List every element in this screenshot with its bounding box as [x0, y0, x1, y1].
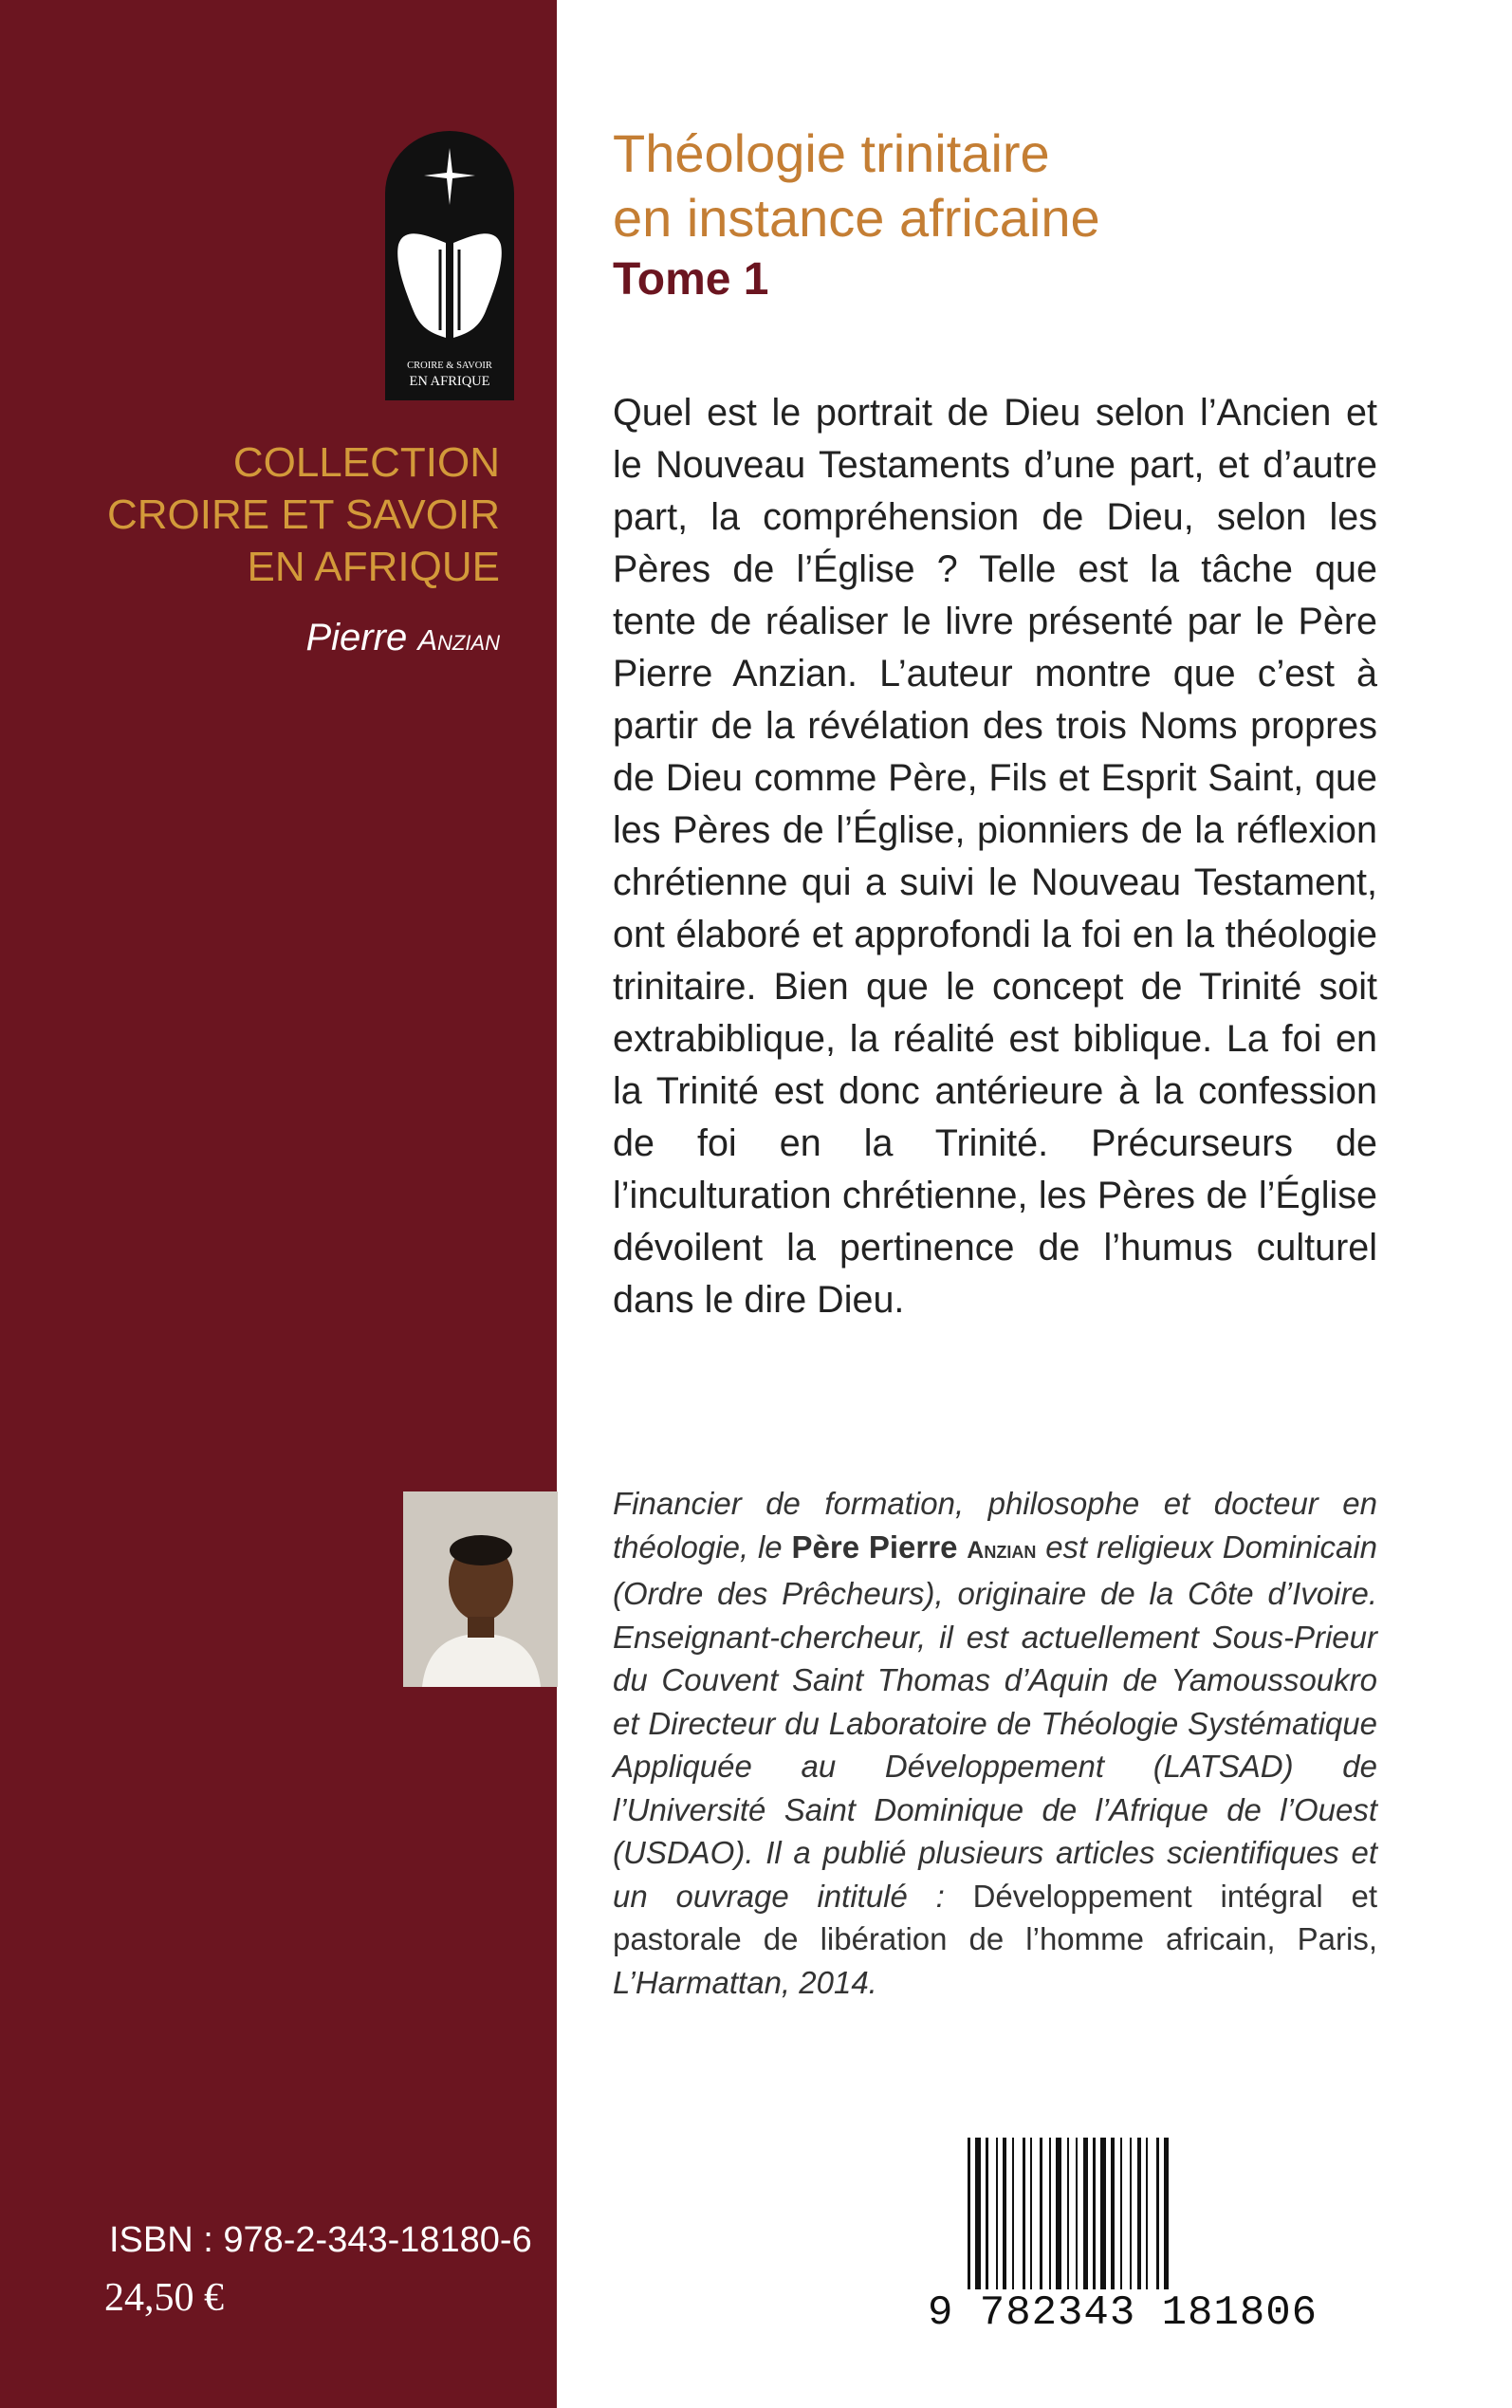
book-title [613, 121, 1100, 250]
bio-name-first: Père Pierre [791, 1528, 958, 1565]
author-photo [403, 1491, 558, 1687]
author-first-name: Pierre [305, 617, 408, 658]
barcode-bar [975, 2138, 981, 2308]
barcode-digits: 9 782343 181806 [928, 2289, 1318, 2337]
title-line-1: Théologie trinitaire [613, 123, 1050, 183]
author-last-name: Anzian [417, 623, 500, 657]
svg-text:CROIRE & SAVOIR: CROIRE & SAVOIR [407, 361, 492, 371]
barcode-bar [1130, 2138, 1132, 2308]
author-portrait-icon [403, 1491, 558, 1687]
barcode-bar [1111, 2138, 1115, 2308]
bio-part-1: Financier de formation, philosophe et docteur en théologie, le [613, 1486, 1377, 1565]
barcode-bar [1093, 2138, 1096, 2308]
tome-label: Tome 1 [613, 254, 769, 305]
barcode-bar [1023, 2138, 1025, 2308]
svg-text:EN AFRIQUE: EN AFRIQUE [409, 374, 490, 389]
barcode-bar [1100, 2138, 1106, 2308]
collection-line-3: EN AFRIQUE [247, 544, 500, 590]
collection-line-1: COLLECTION [232, 439, 500, 486]
author-biography [613, 1482, 1377, 2004]
barcode-bar [968, 2138, 970, 2308]
barcode-bars [928, 2138, 1314, 2308]
collection-name [101, 436, 500, 593]
isbn: ISBN : 978-2-343-18180-6 [109, 2220, 532, 2260]
barcode-bar [1164, 2138, 1169, 2308]
collection-logo [385, 131, 514, 400]
barcode-bar [1067, 2138, 1069, 2308]
bio-publisher: L’Harmattan, 2014. [613, 1964, 877, 2000]
bio-name-last: Anzian [967, 1536, 1037, 1564]
barcode-bar [1120, 2138, 1122, 2308]
barcode-bar [1003, 2138, 1006, 2308]
book-summary: Quel est le portrait de Dieu selon l’Ancien et le Nouveau Testaments d’une part, et d’autre part, la compréhension de Dieu, selon les Pères de l’Église ? Telle est la tâche que tente de réaliser le livre présenté par le Père Pierre Anzian. L’auteur montre que c’est à partir de la révélation des trois Noms propres de Dieu comme Père, Fils et Esprit Saint, que les Pères de l’Église, pionniers de la réflexion chrétienne qui a suivi le Nouveau Testament, ont élaboré et approfondi la foi en la théologie trinitaire. Bien que le concept de Trinité soit extrabiblique, la réalité est biblique. La foi en la Trinité est donc antérieure à la confession de foi en la Trinité. Précurseurs de l’inculturation chrétienne, les Pères de l’Église dévoilent la pertinence de l’humus culturel dans le dire Dieu. [613, 392, 1377, 1321]
barcode-bar [1076, 2138, 1078, 2308]
praying-hands-icon [385, 131, 514, 400]
barcode-bar [986, 2138, 988, 2308]
barcode-bar [1156, 2138, 1159, 2308]
barcode-bar [1030, 2138, 1032, 2308]
title-line-2: en instance africaine [613, 188, 1100, 248]
bio-book-title: Développement intégral et pastorale de libération de l’homme africain, Paris, [613, 1878, 1377, 1956]
collection-line-2: CROIRE ET SAVOIR [106, 491, 500, 538]
barcode-bar [1049, 2138, 1051, 2308]
bio-part-2: est religieux Dominicain (Ordre des Prêcheurs), originaire de la Côte d’Ivoire. Enseignant-chercheur, il est actuellement Sous-Prieur du Couvent Saint Thomas d’Aquin de Yamoussoukro et Directeur du Laboratoire de Théologie Systématique Appliquée au Développement (LATSAD) de l’Université Saint Dominique de l’Afrique de l’Ouest (USDAO). Il a publié plusieurs articles scientifiques et un ouvrage intitulé : [613, 1528, 1378, 1914]
barcode-bar [1056, 2138, 1061, 2308]
barcode-bar [1146, 2138, 1148, 2308]
barcode-bar [1083, 2138, 1088, 2308]
price: 24,50 € [104, 2276, 224, 2320]
author-name [101, 617, 500, 659]
barcode-bar [1137, 2138, 1141, 2308]
barcode-bar [996, 2138, 998, 2308]
barcode-bar [1012, 2138, 1014, 2308]
barcode-bar [1040, 2138, 1042, 2308]
barcode [928, 2138, 1318, 2353]
